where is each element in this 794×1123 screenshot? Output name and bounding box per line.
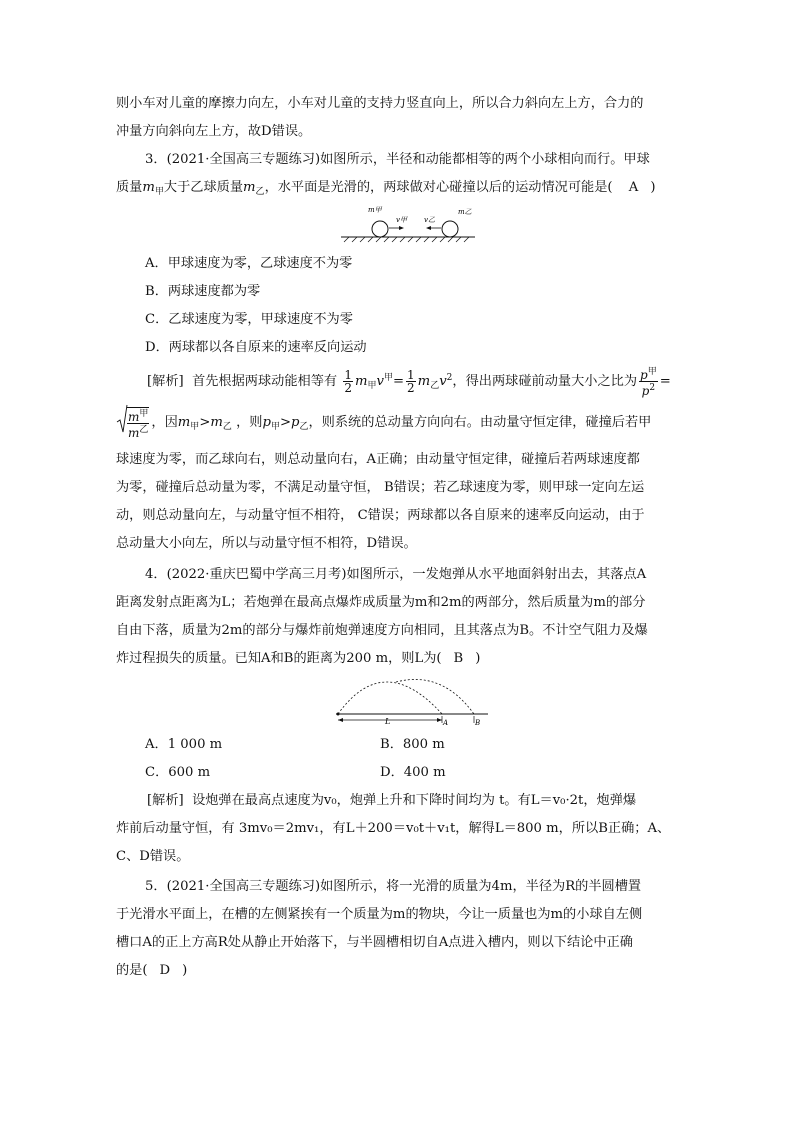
q5-stem-line-2: 于光滑水平面上，在槽的左侧紧挨有一个质量为m的物块，今让一质量也为m的小球自左侧 [116,907,643,922]
q4-stem-line-1: 4．(2022·重庆巴蜀中学高三月考)如图所示，一发炮弹从水平地面斜射出去，其落点A [145,567,647,582]
q3-answer: A [628,180,639,195]
q5-stem-line-3: 槽口A的正上方高R处从静止开始落下，与半圆槽相切自A点进入槽内，则以下结论中正确 [116,935,633,950]
q4-figure [332,672,492,726]
q4-option-b: B．800 m [380,737,445,752]
q3-analysis-line-6: 总动量大小向左，所以与动量守恒不相符，D错误。 [116,536,417,551]
q4-option-c: C．600 m [145,765,211,780]
q4-analysis-line-2: 炸前后动量守恒，有 3mv₀＝2mv₁，有L＋200＝v₀t＋v₁t，解得L＝800 m，所以B正确；A、 [116,821,671,836]
q4-option-a: A．1 000 m [145,737,223,752]
q5-stem-line-1: 5．(2021·全国高三专题练习)如图所示，将一光滑的质量为4m，半径为R的半圆槽置 [145,879,642,894]
q4-stem-line-2: 距离发射点距离为L；若炮弹在最高点爆炸成质量为m和2m的两部分，然后质量为m的部分 [116,595,646,610]
label-v-yi: v乙 [424,216,435,224]
q3-analysis-line-4: 为零，碰撞后总动量为零，不满足动量守恒， B错误；若乙球速度为零，则甲球一定向左运 [116,480,645,495]
q3-analysis-line-2: $\frac{m^甲}{m^乙}$ ，因$m_甲>m_乙$ ，则$p_甲>p_乙$，则系统的总动量方向向右。由动量守恒定律，碰撞后若甲 [116,404,681,441]
label-B: B [475,719,481,726]
q3-analysis-line-1: [解析] 首先根据两球动能相等有 $\frac{1}{2}$ $m_甲v^甲=$ $\frac{1}{2}$ $m_乙v^2$，得出两球碰前动量大小之比为 $\frac{p^甲}{p^2}$ = [147,367,671,398]
ball-jia [372,221,388,237]
q3-stem-line-1: 3．(2021·全国高三专题练习)如图所示，半径和动能都相等的两个小球相向而行。甲球 [145,152,650,167]
prev-paragraph-line-1: 则小车对儿童的摩擦力向左，小车对儿童的支持力竖直向上，所以合力斜向左上方，合力的 [116,96,644,111]
q4-stem-line-4: 炸过程损失的质量。已知A和B的距离为200 m，则L为( B ) [116,651,481,666]
q3-analysis-line-3: 球速度为零，而乙球向右，则总动量向右，A正确；由动量守恒定律，碰撞后若两球速度都 [116,452,640,467]
q5-stem-line-4: 的是( D ) [116,963,188,978]
q3-option-d: D．两球都以各自原来的速率反向运动 [145,340,367,355]
q4-stem-line-3: 自由下落，质量为2m的部分与爆炸前炮弹速度方向相同，且其落点为B。不计空气阻力及爆 [116,623,648,638]
label-m-yi: m乙 [458,208,472,216]
q4-answer: B [453,651,464,666]
q3-stem-line-2: 质量$m_甲$大于乙球质量$m_乙$，水平面是光滑的，两球做对心碰撞以后的运动情况可能是( A ) [116,180,656,197]
label-L: L [385,717,391,726]
ball-yi [442,221,458,237]
q4-analysis-line-1: [解析] 设炮弹在最高点速度为v₀，炮弹上升和下降时间均为 t。有L＝v₀·2t，炮弹爆 [147,793,637,808]
q3-figure [338,204,478,244]
label-m-jia: m甲 [368,206,382,214]
q3-option-c: C．乙球速度为零，甲球速度不为零 [145,312,353,327]
prev-paragraph-line-2: 冲量方向斜向左上方，故D错误。 [116,124,312,139]
q3-option-b: B．两球速度都为零 [145,284,261,299]
label-A: A [443,719,449,726]
q3-analysis-line-5: 动，则总动量向左，与动量守恒不相符， C错误；两球都以各自原来的速率反向运动，由于 [116,508,645,523]
q5-answer: D [159,963,171,978]
q4-analysis-line-3: C、D错误。 [116,849,190,864]
label-v-jia: v甲 [396,216,407,224]
q3-option-a: A．甲球速度为零，乙球速度不为零 [145,256,353,271]
q4-option-d: D．400 m [380,765,446,780]
